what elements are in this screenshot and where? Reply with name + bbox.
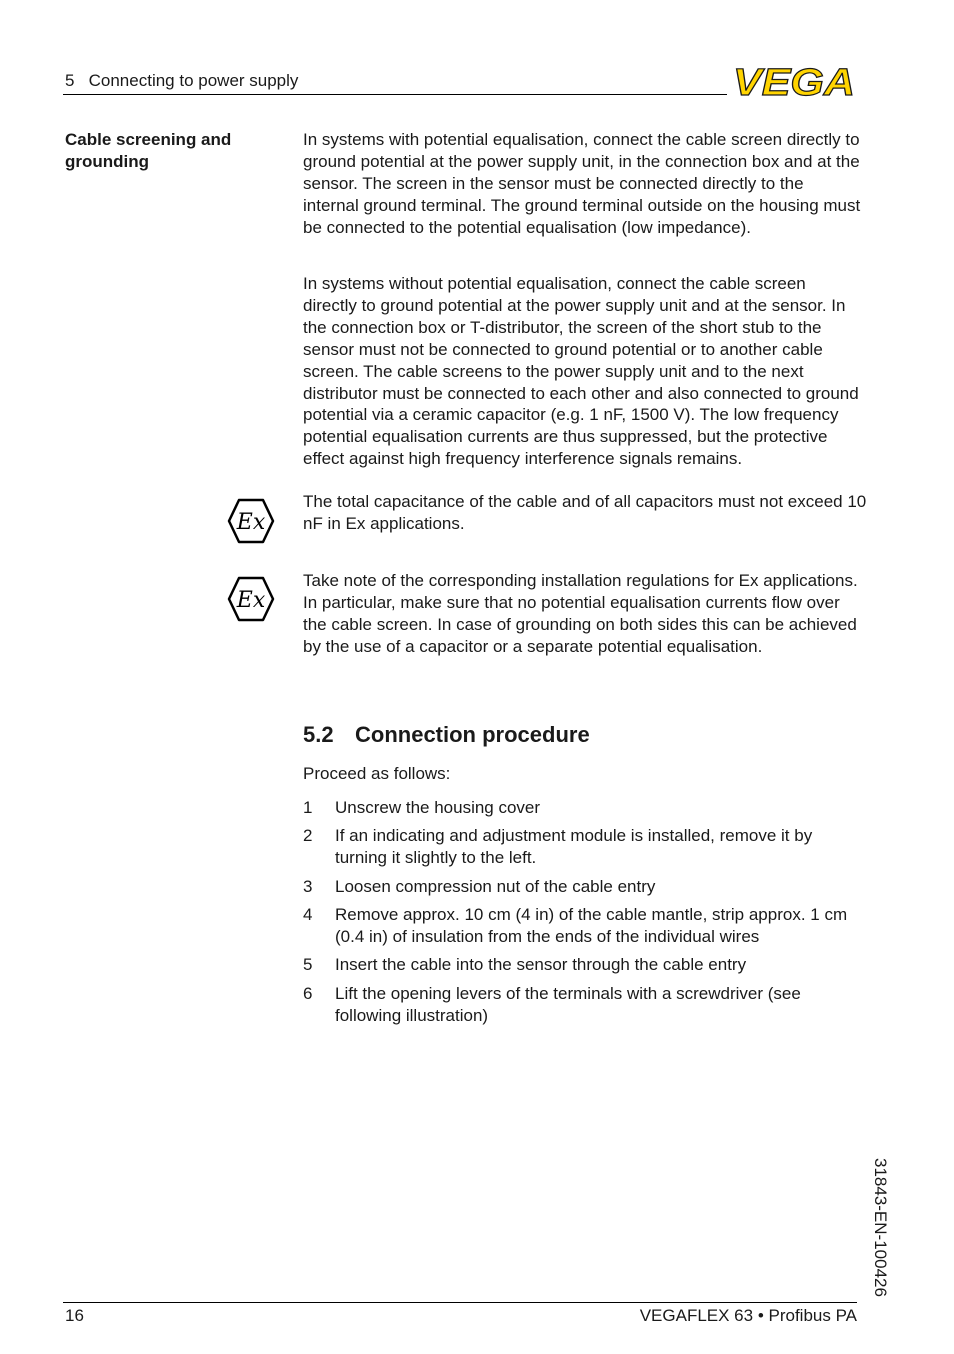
procedure-steps [303,797,863,1033]
list-item [303,876,863,898]
step-text: Insert the cable into the sensor through the cable entry [335,955,747,975]
ex-icon [227,498,275,549]
list-item [303,983,863,1027]
list-item [303,904,863,948]
list-item [303,797,863,819]
step-text: Lift the opening levers of the terminals with a screwdriver (see following illustration) [335,983,801,1025]
ex-note-regulations: Take note of the corresponding installation regulations for Ex applications. In particular, make sure that no potential equalisation currents flow over the cable screen. In case of grounding on both sides this can be achieved by the use of a capacitor or a separate potential equalisation. [303,571,858,656]
step-text: If an indicating and adjustment module is installed, remove it by turning it slightly to the left. [335,826,813,868]
step-text: Unscrew the housing cover [335,798,541,817]
footer-product: VEGAFLEX 63 • Profibus PA [639,1306,857,1325]
ex-note-capacitance: The total capacitance of the cable and of all capacitors must not exceed 10 nF in Ex applications. [303,492,867,533]
section-title: Connection procedure [355,722,590,747]
paragraph-without-equalisation: In systems without potential equalisation, connect the cable screen directly to ground potential at the power supply unit and at the sensor. In the connection box or T-distributor, the screen of the short stub to the sensor must not be connected to ground potential or to another cable screen. The cable screens to the power supply unit and to the next distributor must be connected to each other and also connected to ground potential via a ceramic capacitor (e.g. 1 nF, 1500 V). The low frequency potential equalisation currents are thus suppressed, but the protective effect against high frequency interference signals remains. [303,274,859,469]
ex-icon [227,576,275,627]
margin-heading: Cable screening and grounding [65,130,232,171]
section-heading [303,722,590,748]
step-number: 3 [303,876,313,896]
step-number: 5 [303,955,313,975]
svg-text:Ex: Ex [236,588,266,613]
page-number: 16 [65,1306,84,1325]
header-rule [63,94,727,95]
procedure-lead: Proceed as follows: [303,764,451,783]
step-number: 4 [303,905,313,925]
logo-text: VEGA [733,62,855,98]
step-number: 1 [303,798,313,817]
document-id: 31843-EN-100426 [871,1158,890,1297]
running-header: 5 Connecting to power supply [65,71,299,90]
footer-rule [63,1302,857,1303]
step-number: 2 [303,826,313,846]
paragraph-with-equalisation: In systems with potential equalisation, connect the cable screen directly to ground potential at the power supply unit, in the connection box and at the sensor. The screen in the sensor must be connected directly to the internal ground terminal. The ground terminal outside on the housing must be connected to the potential equalisation (low impedance). [303,130,861,237]
step-text: Remove approx. 10 cm (4 in) of the cable mantle, strip approx. 1 cm (0.4 in) of insulation from the ends of the individual wires [335,905,848,947]
list-item [303,954,863,976]
list-item [303,825,863,869]
step-text: Loosen compression nut of the cable entry [335,876,656,896]
svg-text:Ex: Ex [236,510,266,535]
section-number: 5.2 [303,722,334,747]
vega-logo [733,62,857,103]
step-number: 6 [303,983,313,1003]
